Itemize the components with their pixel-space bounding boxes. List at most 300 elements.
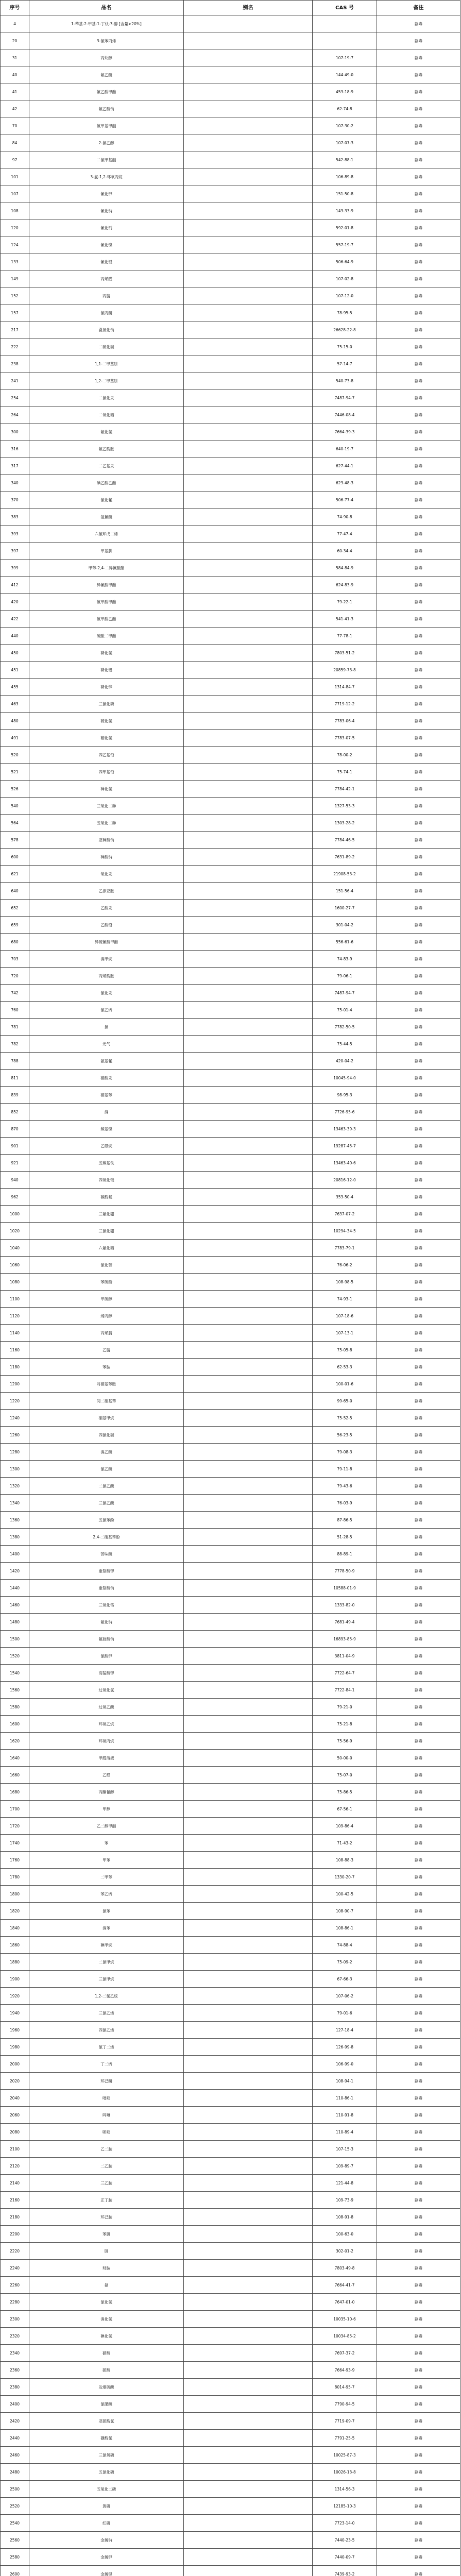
cell-remark: 剧毒	[377, 2073, 460, 2090]
table-row	[1, 2515, 460, 2532]
cell-name: 三氯化硼	[29, 1223, 184, 1240]
cell-cas: 7487-94-7	[313, 985, 377, 1002]
table-row	[1, 730, 460, 747]
cell-remark: 剧毒	[377, 83, 460, 100]
cell-cas: 7440-23-5	[313, 2532, 377, 2549]
cell-cas: 151-56-4	[313, 883, 377, 900]
cell-alias	[184, 985, 313, 1002]
cell-no: 340	[1, 474, 29, 492]
table-row	[1, 1733, 460, 1750]
cell-name: 重铬酸钾	[29, 1563, 184, 1580]
table-row	[1, 1563, 460, 1580]
cell-cas: 107-13-1	[313, 1325, 377, 1342]
cell-alias	[184, 747, 313, 764]
cell-no: 852	[1, 1104, 29, 1121]
cell-alias	[184, 1767, 313, 1784]
cell-no: 20	[1, 32, 29, 49]
cell-cas: 7803-51-2	[313, 645, 377, 662]
cell-name: 2-氯乙醇	[29, 134, 184, 151]
cell-cas: 98-95-3	[313, 1087, 377, 1104]
cell-alias	[184, 2566, 313, 2576]
cell-name: 硝酸汞	[29, 1070, 184, 1087]
cell-name: 溴乙酸	[29, 1444, 184, 1461]
cell-no: 742	[1, 985, 29, 1002]
cell-cas: 7647-01-0	[313, 2294, 377, 2311]
table-row	[1, 492, 460, 509]
cell-remark: 剧毒	[377, 1495, 460, 1512]
cell-no: 1440	[1, 1580, 29, 1597]
cell-cas: 108-90-7	[313, 1903, 377, 1920]
table-row	[1, 2039, 460, 2056]
cell-alias	[184, 1903, 313, 1920]
cell-no: 901	[1, 1138, 29, 1155]
cell-cas: 420-04-2	[313, 1053, 377, 1070]
cell-remark: 剧毒	[377, 2396, 460, 2413]
cell-name: 四氯乙烯	[29, 2022, 184, 2039]
cell-remark: 剧毒	[377, 2447, 460, 2464]
table-row	[1, 1393, 460, 1410]
cell-remark: 剧毒	[377, 2515, 460, 2532]
table-row	[1, 866, 460, 883]
cell-no: 1940	[1, 2005, 29, 2022]
table-row	[1, 849, 460, 866]
cell-alias	[184, 577, 313, 594]
cell-name: 碳酰氟	[29, 1189, 184, 1206]
cell-alias	[184, 2107, 313, 2124]
table-row	[1, 15, 460, 32]
cell-name: 硒化氢	[29, 730, 184, 747]
cell-name: 丙酮氰醇	[29, 1784, 184, 1801]
cell-alias	[184, 1563, 313, 1580]
cell-name: 五氧化二磷	[29, 2481, 184, 2498]
cell-remark: 剧毒	[377, 1172, 460, 1189]
cell-no: 1560	[1, 1682, 29, 1699]
cell-alias	[184, 1614, 313, 1631]
cell-cas: 7803-49-8	[313, 2260, 377, 2277]
cell-name: 二氯乙酸	[29, 1478, 184, 1495]
cell-name: 硫化氢	[29, 713, 184, 730]
table-row	[1, 1053, 460, 1070]
cell-cas: 1330-20-7	[313, 1869, 377, 1886]
cell-cas: 100-42-5	[313, 1886, 377, 1903]
table-row	[1, 1257, 460, 1274]
table-row	[1, 32, 460, 49]
cell-cas: 109-73-9	[313, 2192, 377, 2209]
cell-name: 异硫氰酸甲酯	[29, 934, 184, 951]
cell-no: 811	[1, 1070, 29, 1087]
cell-alias	[184, 560, 313, 577]
cell-no: 788	[1, 1053, 29, 1070]
cell-cas: 506-77-4	[313, 492, 377, 509]
cell-name: 三氯甲烷	[29, 1971, 184, 1988]
table-row	[1, 1767, 460, 1784]
cell-no: 520	[1, 747, 29, 764]
table-row	[1, 1359, 460, 1376]
cell-cas: 20859-73-8	[313, 662, 377, 679]
cell-cas: 1314-84-7	[313, 679, 377, 696]
cell-name: 黄磷	[29, 2498, 184, 2515]
cell-name: 3-氯-1,2-环氧丙烷	[29, 168, 184, 185]
cell-cas: 75-21-8	[313, 1716, 377, 1733]
cell-no: 1480	[1, 1614, 29, 1631]
table-row	[1, 1070, 460, 1087]
cell-no: 640	[1, 883, 29, 900]
cell-alias	[184, 611, 313, 628]
cell-alias	[184, 543, 313, 560]
cell-no: 2260	[1, 2277, 29, 2294]
cell-no: 1920	[1, 1988, 29, 2005]
cell-cas: 79-08-3	[313, 1444, 377, 1461]
cell-alias	[184, 457, 313, 474]
cell-name: 氟硅酸钠	[29, 1631, 184, 1648]
table-row	[1, 1903, 460, 1920]
cell-name: 硝酸	[29, 2345, 184, 2362]
table-row	[1, 1410, 460, 1427]
cell-alias	[184, 2039, 313, 2056]
header-no: 序号	[1, 1, 29, 15]
cell-remark: 剧毒	[377, 1682, 460, 1699]
cell-alias	[184, 2328, 313, 2345]
cell-alias	[184, 1971, 313, 1988]
cell-name: 溴化氢	[29, 2311, 184, 2328]
cell-name: 氨基氰	[29, 1053, 184, 1070]
cell-no: 463	[1, 696, 29, 713]
cell-name: 丙腈	[29, 287, 184, 304]
cell-cas: 10026-13-8	[313, 2464, 377, 2481]
cell-alias	[184, 168, 313, 185]
cell-name: 氰化钠	[29, 202, 184, 219]
cell-no: 2080	[1, 2124, 29, 2141]
cell-no: 480	[1, 713, 29, 730]
cell-cas: 79-22-1	[313, 594, 377, 611]
cell-alias	[184, 1716, 313, 1733]
cell-name: 甲苯-2,4-二异氰酸酯	[29, 560, 184, 577]
cell-cas: 541-41-3	[313, 611, 377, 628]
cell-no: 42	[1, 100, 29, 117]
cell-name: 三氧化铬	[29, 1597, 184, 1614]
cell-alias	[184, 2464, 313, 2481]
cell-remark: 剧毒	[377, 1920, 460, 1937]
cell-alias	[184, 1308, 313, 1325]
cell-name: 氯化氰	[29, 492, 184, 509]
cell-remark: 剧毒	[377, 1257, 460, 1274]
cell-no: 1980	[1, 2039, 29, 2056]
cell-alias	[184, 849, 313, 866]
cell-name: 肼	[29, 2243, 184, 2260]
table-row	[1, 389, 460, 406]
cell-remark: 剧毒	[377, 866, 460, 883]
cell-name: 苯乙烯	[29, 1886, 184, 1903]
cell-no: 124	[1, 236, 29, 253]
cell-no: 1340	[1, 1495, 29, 1512]
cell-alias	[184, 1801, 313, 1818]
cell-remark: 剧毒	[377, 2226, 460, 2243]
cell-cas: 1333-82-0	[313, 1597, 377, 1614]
table-row	[1, 406, 460, 423]
cell-alias	[184, 185, 313, 202]
table-row	[1, 1427, 460, 1444]
cell-remark: 剧毒	[377, 1087, 460, 1104]
cell-remark: 剧毒	[377, 900, 460, 917]
cell-cas: 79-43-6	[313, 1478, 377, 1495]
cell-alias	[184, 2226, 313, 2243]
cell-no: 300	[1, 423, 29, 440]
cell-no: 1720	[1, 1818, 29, 1835]
cell-remark: 剧毒	[377, 1036, 460, 1053]
cell-cas	[313, 15, 377, 32]
cell-name: 金属钾	[29, 2549, 184, 2566]
cell-remark: 剧毒	[377, 1053, 460, 1070]
table-row	[1, 1308, 460, 1325]
cell-no: 1540	[1, 1665, 29, 1682]
cell-alias	[184, 645, 313, 662]
cell-remark: 剧毒	[377, 304, 460, 321]
cell-name: 三氯乙酸	[29, 1495, 184, 1512]
cell-name: 二氯甲基醚	[29, 151, 184, 168]
cell-cas: 79-06-1	[313, 968, 377, 985]
cell-no: 1640	[1, 1750, 29, 1767]
cell-remark: 剧毒	[377, 2294, 460, 2311]
cell-alias	[184, 1461, 313, 1478]
cell-alias	[184, 1155, 313, 1172]
cell-no: 1860	[1, 1937, 29, 1954]
table-row	[1, 1937, 460, 1954]
table-row	[1, 509, 460, 526]
cell-alias	[184, 2345, 313, 2362]
table-row	[1, 883, 460, 900]
cell-no: 839	[1, 1087, 29, 1104]
cell-alias	[184, 1580, 313, 1597]
cell-name: 五羰基铁	[29, 1155, 184, 1172]
cell-alias	[184, 2413, 313, 2430]
table-row	[1, 304, 460, 321]
table-row	[1, 168, 460, 185]
cell-no: 1160	[1, 1342, 29, 1359]
cell-no: 2500	[1, 2481, 29, 2498]
table-row	[1, 2243, 460, 2260]
table-row	[1, 815, 460, 832]
cell-name: 丁二烯	[29, 2056, 184, 2073]
cell-cas: 74-93-1	[313, 1291, 377, 1308]
cell-remark: 剧毒	[377, 1376, 460, 1393]
table-row	[1, 2226, 460, 2243]
cell-no: 264	[1, 406, 29, 423]
table-row	[1, 355, 460, 372]
cell-name: 六氯环戊二烯	[29, 526, 184, 543]
cell-remark: 剧毒	[377, 355, 460, 372]
table-row	[1, 696, 460, 713]
table-row	[1, 917, 460, 934]
cell-no: 2060	[1, 2107, 29, 2124]
cell-alias	[184, 1886, 313, 1903]
cell-name: 五氯苯酚	[29, 1512, 184, 1529]
cell-alias	[184, 526, 313, 543]
cell-no: 2560	[1, 2532, 29, 2549]
table-row	[1, 1155, 460, 1172]
cell-no: 578	[1, 832, 29, 849]
cell-no: 2600	[1, 2566, 29, 2576]
cell-remark: 剧毒	[377, 1308, 460, 1325]
cell-name: 过氧化氢	[29, 1682, 184, 1699]
cell-no: 1100	[1, 1291, 29, 1308]
cell-no: 1360	[1, 1512, 29, 1529]
cell-no: 600	[1, 849, 29, 866]
cell-remark: 剧毒	[377, 713, 460, 730]
cell-remark: 剧毒	[377, 526, 460, 543]
table-row	[1, 1019, 460, 1036]
cell-no: 40	[1, 66, 29, 83]
cell-remark: 剧毒	[377, 100, 460, 117]
cell-name: 氯丁二烯	[29, 2039, 184, 2056]
cell-alias	[184, 1206, 313, 1223]
cell-alias	[184, 1325, 313, 1342]
cell-no: 720	[1, 968, 29, 985]
cell-alias	[184, 781, 313, 798]
cell-alias	[184, 1682, 313, 1699]
cell-no: 1200	[1, 1376, 29, 1393]
cell-alias	[184, 117, 313, 134]
table-row	[1, 134, 460, 151]
cell-cas: 75-44-5	[313, 1036, 377, 1053]
cell-no: 659	[1, 917, 29, 934]
cell-alias	[184, 83, 313, 100]
table-row	[1, 2022, 460, 2039]
cell-remark: 剧毒	[377, 2141, 460, 2158]
cell-alias	[184, 474, 313, 492]
cell-no: 107	[1, 185, 29, 202]
header-remark: 备注	[377, 1, 460, 15]
cell-remark: 剧毒	[377, 2430, 460, 2447]
cell-alias	[184, 372, 313, 389]
cell-name: 氟乙酰胺	[29, 440, 184, 457]
table-row	[1, 2175, 460, 2192]
cell-remark: 剧毒	[377, 151, 460, 168]
cell-no: 2580	[1, 2549, 29, 2566]
cell-alias	[184, 968, 313, 985]
cell-remark: 剧毒	[377, 2158, 460, 2175]
cell-no: 2480	[1, 2464, 29, 2481]
table-row	[1, 2311, 460, 2328]
table-row	[1, 1529, 460, 1546]
cell-cas: 126-99-8	[313, 2039, 377, 2056]
table-row	[1, 1478, 460, 1495]
cell-cas: 7664-41-7	[313, 2277, 377, 2294]
cell-cas: 79-11-8	[313, 1461, 377, 1478]
cell-cas: 107-02-8	[313, 270, 377, 287]
cell-no: 152	[1, 287, 29, 304]
cell-cas: 7782-50-5	[313, 1019, 377, 1036]
cell-cas: 107-06-2	[313, 1988, 377, 2005]
cell-cas: 67-66-3	[313, 1971, 377, 1988]
cell-cas: 7719-12-2	[313, 696, 377, 713]
table-row	[1, 2141, 460, 2158]
table-row	[1, 713, 460, 730]
cell-name: 三氯乙烯	[29, 2005, 184, 2022]
cell-remark: 剧毒	[377, 2192, 460, 2209]
cell-name: 乙醛	[29, 1767, 184, 1784]
cell-alias	[184, 883, 313, 900]
cell-remark: 剧毒	[377, 1818, 460, 1835]
table-row	[1, 185, 460, 202]
cell-remark: 剧毒	[377, 389, 460, 406]
table-row	[1, 1138, 460, 1155]
cell-cas: 87-86-5	[313, 1512, 377, 1529]
cell-no: 41	[1, 83, 29, 100]
cell-no: 1780	[1, 1869, 29, 1886]
table-row	[1, 1648, 460, 1665]
cell-cas: 7783-06-4	[313, 713, 377, 730]
cell-no: 2540	[1, 2515, 29, 2532]
cell-remark: 剧毒	[377, 1580, 460, 1597]
cell-no: 621	[1, 866, 29, 883]
cell-name: 碘化氢	[29, 2328, 184, 2345]
table-row	[1, 1852, 460, 1869]
cell-alias	[184, 270, 313, 287]
cell-alias	[184, 866, 313, 883]
cell-remark: 剧毒	[377, 1138, 460, 1155]
cell-cas: 75-52-5	[313, 1410, 377, 1427]
cell-no: 521	[1, 764, 29, 781]
cell-no: 526	[1, 781, 29, 798]
cell-cas: 10045-94-0	[313, 1070, 377, 1087]
cell-name: 苯肼	[29, 2226, 184, 2243]
cell-alias	[184, 440, 313, 457]
cell-alias	[184, 492, 313, 509]
table-row	[1, 2447, 460, 2464]
cell-no: 101	[1, 168, 29, 185]
cell-remark: 剧毒	[377, 1240, 460, 1257]
cell-remark: 剧毒	[377, 1104, 460, 1121]
cell-name: 异氰酸甲酯	[29, 577, 184, 594]
cell-alias	[184, 287, 313, 304]
table-row	[1, 1376, 460, 1393]
cell-cas: 75-01-4	[313, 1002, 377, 1019]
cell-cas: 7778-50-9	[313, 1563, 377, 1580]
cell-remark: 剧毒	[377, 253, 460, 270]
cell-cas: 75-09-2	[313, 1954, 377, 1971]
cell-no: 108	[1, 202, 29, 219]
cell-remark: 剧毒	[377, 270, 460, 287]
cell-name: 红磷	[29, 2515, 184, 2532]
table-row	[1, 832, 460, 849]
cell-cas: 627-44-1	[313, 457, 377, 474]
cell-remark: 剧毒	[377, 2464, 460, 2481]
cell-remark: 剧毒	[377, 423, 460, 440]
cell-remark: 剧毒	[377, 117, 460, 134]
cell-no: 921	[1, 1155, 29, 1172]
cell-cas: 1327-53-3	[313, 798, 377, 815]
cell-remark: 剧毒	[377, 2328, 460, 2345]
cell-alias	[184, 389, 313, 406]
cell-alias	[184, 1835, 313, 1852]
cell-cas: 62-53-3	[313, 1359, 377, 1376]
cell-cas: 19287-45-7	[313, 1138, 377, 1155]
table-row	[1, 1495, 460, 1512]
cell-name: 环氧丙烷	[29, 1733, 184, 1750]
cell-alias	[184, 236, 313, 253]
cell-name: 三乙胺	[29, 2175, 184, 2192]
cell-remark: 剧毒	[377, 1971, 460, 1988]
cell-remark: 剧毒	[377, 1733, 460, 1750]
cell-alias	[184, 1104, 313, 1121]
cell-cas: 62-74-8	[313, 100, 377, 117]
cell-alias	[184, 100, 313, 117]
cell-remark: 剧毒	[377, 679, 460, 696]
cell-remark: 剧毒	[377, 1478, 460, 1495]
cell-name: 丙烯腈	[29, 1325, 184, 1342]
cell-name: 氯化苦	[29, 1257, 184, 1274]
cell-name: 磺酰氯	[29, 2430, 184, 2447]
